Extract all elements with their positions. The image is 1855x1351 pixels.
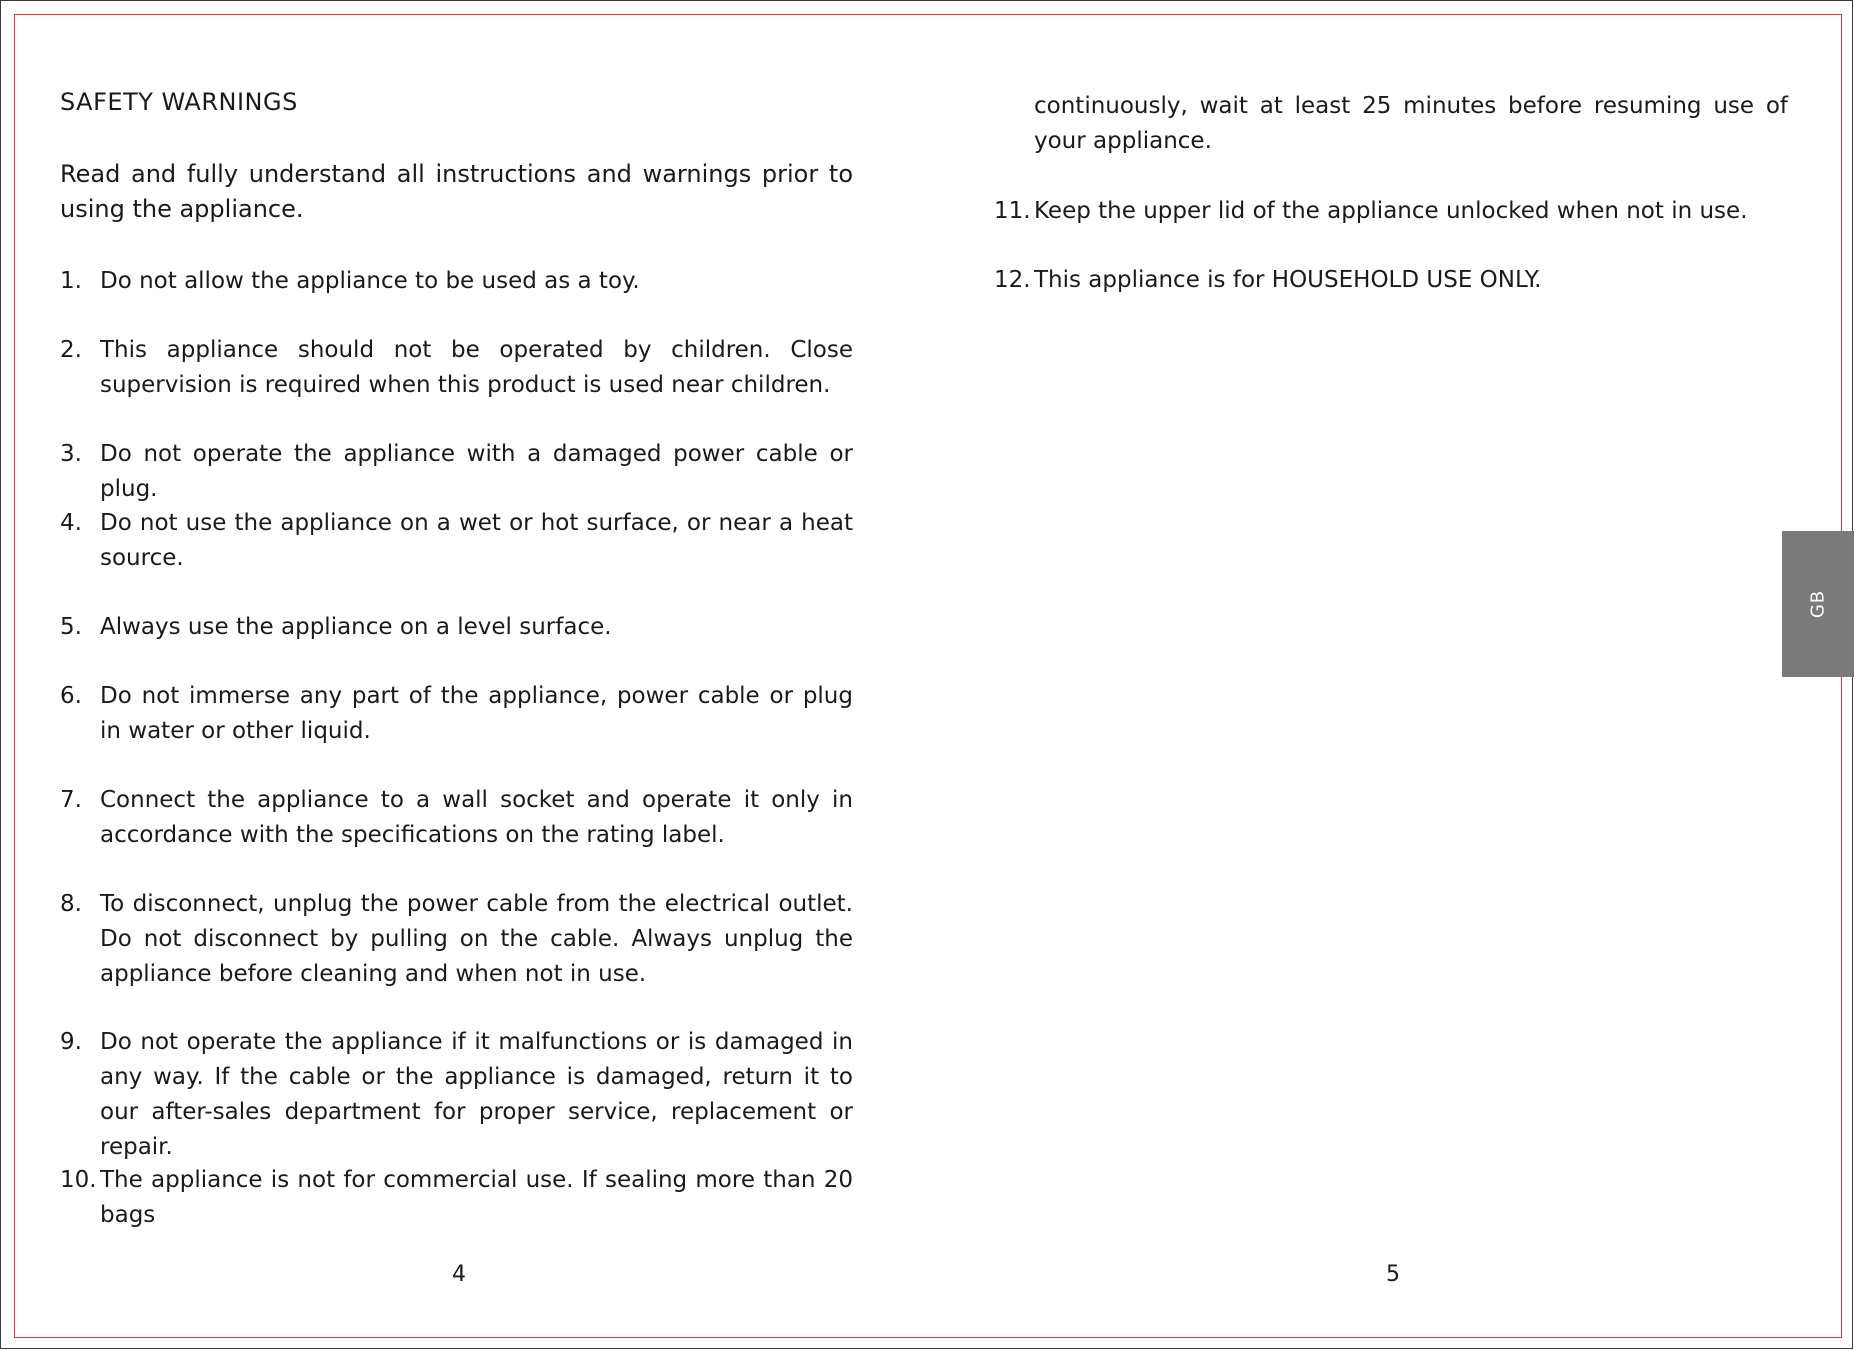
item-text: Connect the appliance to a wall socket and operate it only in accordance with the specifications on the rating label. xyxy=(100,787,853,848)
list-item xyxy=(60,506,853,576)
list-item xyxy=(994,194,1788,229)
right-page xyxy=(994,0,1788,1349)
item-number: 6. xyxy=(60,683,82,709)
item-number: 3. xyxy=(60,441,82,467)
item-number: 1. xyxy=(60,268,82,294)
list-item xyxy=(60,610,853,645)
item-number: 2. xyxy=(60,337,82,363)
left-page xyxy=(60,0,853,1349)
page-number: 5 xyxy=(1386,1262,1400,1287)
item-text: This appliance is for HOUSEHOLD USE ONLY. xyxy=(1034,267,1542,293)
item-number: 7. xyxy=(60,787,82,813)
item-number: 8. xyxy=(60,891,82,917)
list-item xyxy=(60,1025,853,1165)
item-text: Do not operate the appliance if it malfunctions or is damaged in any way. If the cable or the appliance is damaged, return it to our after-sales department for proper service, replacement or repair. xyxy=(100,1029,853,1160)
page-number: 4 xyxy=(452,1262,466,1287)
item-text: Do not operate the appliance with a damaged power cable or plug. xyxy=(100,441,853,502)
item-text: Do not immerse any part of the appliance, power cable or plug in water or other liquid. xyxy=(100,683,853,744)
list-item xyxy=(60,437,853,507)
list-item xyxy=(60,333,853,403)
item-number: 11. xyxy=(994,198,1031,224)
language-tab-label: GB xyxy=(1807,589,1829,619)
item-number: 12. xyxy=(994,267,1031,293)
item-text: Do not allow the appliance to be used as a toy. xyxy=(100,268,640,294)
item-number: 10. xyxy=(60,1167,97,1193)
item-number: 4. xyxy=(60,510,82,536)
item-text: Keep the upper lid of the appliance unlocked when not in use. xyxy=(1034,198,1748,224)
continued-item-text: continuously, wait at least 25 minutes before resuming use of your appliance. xyxy=(1034,93,1788,154)
list-item xyxy=(60,264,853,299)
list-item xyxy=(60,679,853,749)
item-text: Do not use the appliance on a wet or hot surface, or near a heat source. xyxy=(100,510,853,571)
list-item xyxy=(994,263,1788,298)
list-item xyxy=(60,783,853,853)
item-text: Always use the appliance on a level surface. xyxy=(100,614,612,640)
language-tab xyxy=(1782,531,1854,677)
list-item xyxy=(60,1163,853,1233)
list-item xyxy=(60,887,853,992)
intro-paragraph: Read and fully understand all instructions and warnings prior to using the appliance. xyxy=(60,160,853,223)
item-text: To disconnect, unplug the power cable from the electrical outlet. Do not disconnect by pulling on the cable. Always unplug the appliance before cleaning and when not in use. xyxy=(100,891,853,987)
item-text: The appliance is not for commercial use. If sealing more than 20 bags xyxy=(100,1167,853,1228)
item-text: This appliance should not be operated by children. Close supervision is required when this product is used near children. xyxy=(100,337,853,398)
item-number: 9. xyxy=(60,1029,82,1055)
section-heading: SAFETY WARNINGS xyxy=(60,88,298,116)
item-number: 5. xyxy=(60,614,82,640)
